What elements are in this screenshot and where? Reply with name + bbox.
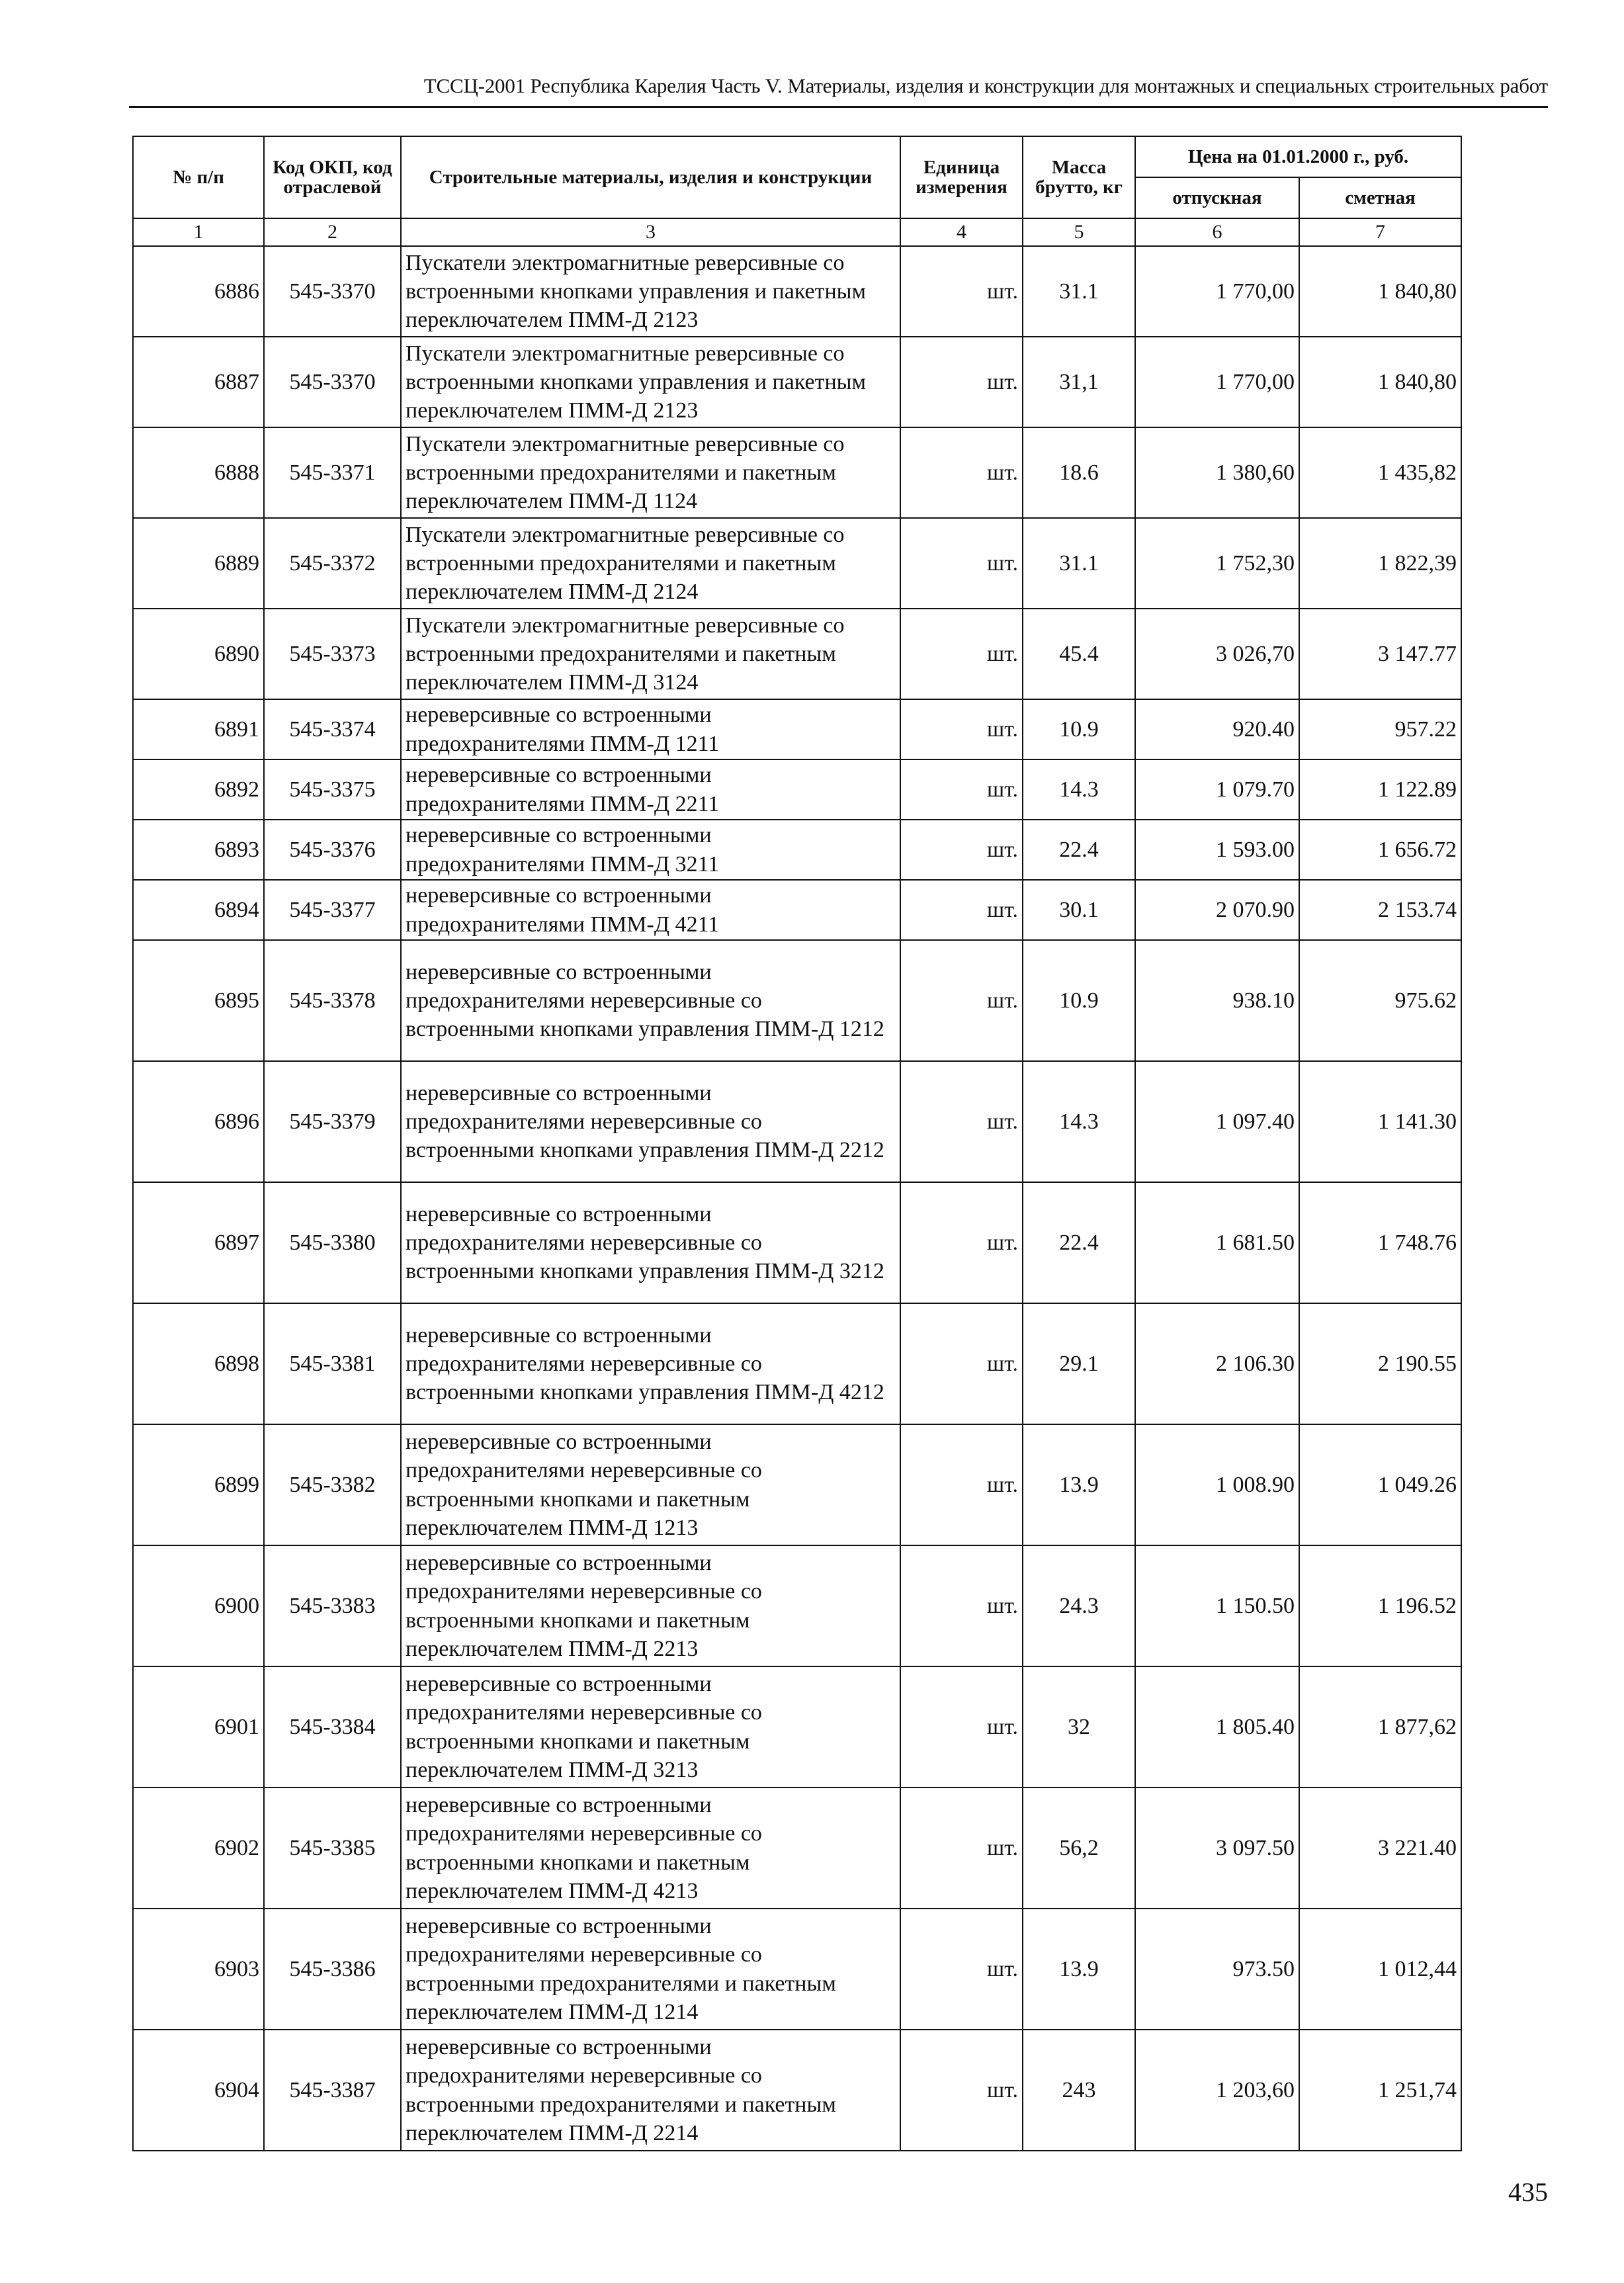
row-mass: 45.4 [1023, 609, 1135, 699]
table-body [133, 246, 1461, 2151]
row-unit: шт. [900, 2030, 1023, 2151]
column-number-row [133, 218, 1461, 246]
row-price-estimate: 1 822,39 [1299, 518, 1461, 609]
row-price-release: 920.40 [1135, 699, 1299, 759]
row-description: нереверсивные со встроенными предохранителями нереверсивные со встроенными кнопками и пакетным переключателем ПММ-Д 4213 [401, 1788, 900, 1909]
row-mass: 56,2 [1023, 1788, 1135, 1909]
table-row [133, 1061, 1461, 1182]
row-number: 6887 [133, 337, 264, 427]
table-row [133, 1788, 1461, 1909]
row-price-estimate: 1 049.26 [1299, 1424, 1461, 1545]
table-row [133, 940, 1461, 1061]
row-mass: 24.3 [1023, 1545, 1135, 1666]
row-number: 6891 [133, 699, 264, 759]
row-price-release: 1 150.50 [1135, 1545, 1299, 1666]
row-price-estimate: 3 147.77 [1299, 609, 1461, 699]
row-number: 6901 [133, 1666, 264, 1788]
row-number: 6899 [133, 1424, 264, 1545]
row-description: Пускатели электромагнитные реверсивные со встроенными предохранителями и пакетным переключателем ПММ-Д 1124 [401, 427, 900, 518]
row-code: 545-3382 [264, 1424, 401, 1545]
row-description: Пускатели электромагнитные реверсивные со встроенными кнопками управления и пакетным переключателем ПММ-Д 2123 [401, 337, 900, 427]
row-price-release: 1 752,30 [1135, 518, 1299, 609]
header-desc: Строительные материалы, изделия и конструкции [401, 136, 900, 218]
table-header-row [133, 136, 1461, 177]
row-code: 545-3374 [264, 699, 401, 759]
row-price-estimate: 1 141.30 [1299, 1061, 1461, 1182]
table-row [133, 337, 1461, 427]
column-number: 3 [401, 218, 900, 246]
row-description: нереверсивные со встроенными предохранителями ПММ-Д 4211 [401, 880, 900, 940]
row-mass: 13.9 [1023, 1424, 1135, 1545]
row-price-release: 2 106.30 [1135, 1303, 1299, 1424]
row-mass: 31.1 [1023, 518, 1135, 609]
table-row [133, 880, 1461, 940]
row-description: нереверсивные со встроенными предохранителями нереверсивные со встроенными кнопками и пакетным переключателем ПММ-Д 3213 [401, 1666, 900, 1788]
header-unit: Единица измерения [900, 136, 1023, 218]
column-number: 6 [1135, 218, 1299, 246]
table-row [133, 1303, 1461, 1424]
table-row [133, 1666, 1461, 1788]
row-price-estimate: 1 877,62 [1299, 1666, 1461, 1788]
row-description: Пускатели электромагнитные реверсивные со встроенными предохранителями и пакетным переключателем ПММ-Д 3124 [401, 609, 900, 699]
row-code: 545-3380 [264, 1182, 401, 1303]
price-table [132, 136, 1462, 2151]
row-unit: шт. [900, 1666, 1023, 1788]
row-mass: 10.9 [1023, 940, 1135, 1061]
table-row [133, 820, 1461, 880]
row-price-release: 1 203,60 [1135, 2030, 1299, 2151]
row-number: 6886 [133, 246, 264, 337]
row-number: 6896 [133, 1061, 264, 1182]
row-number: 6897 [133, 1182, 264, 1303]
page-number: 435 [1508, 2177, 1548, 2207]
table-row [133, 1909, 1461, 2030]
row-description: нереверсивные со встроенными предохранителями нереверсивные со встроенными кнопками управления ПММ-Д 1212 [401, 940, 900, 1061]
row-number: 6900 [133, 1545, 264, 1666]
table-row [133, 246, 1461, 337]
row-mass: 32 [1023, 1666, 1135, 1788]
row-code: 545-3379 [264, 1061, 401, 1182]
row-description: Пускатели электромагнитные реверсивные со встроенными предохранителями и пакетным переключателем ПММ-Д 2124 [401, 518, 900, 609]
row-price-release: 3 097.50 [1135, 1788, 1299, 1909]
table-row [133, 2030, 1461, 2151]
row-price-release: 1 593.00 [1135, 820, 1299, 880]
row-price-release: 973.50 [1135, 1909, 1299, 2030]
row-unit: шт. [900, 337, 1023, 427]
row-number: 6902 [133, 1788, 264, 1909]
row-mass: 29.1 [1023, 1303, 1135, 1424]
column-number: 7 [1299, 218, 1461, 246]
row-description: нереверсивные со встроенными предохранителями нереверсивные со встроенными кнопками управления ПММ-Д 4212 [401, 1303, 900, 1424]
row-number: 6890 [133, 609, 264, 699]
row-number: 6904 [133, 2030, 264, 2151]
header-price-release: отпускная [1135, 177, 1299, 218]
row-mass: 31,1 [1023, 337, 1135, 427]
row-price-release: 1 380,60 [1135, 427, 1299, 518]
row-price-estimate: 1 251,74 [1299, 2030, 1461, 2151]
row-mass: 13.9 [1023, 1909, 1135, 2030]
row-price-estimate: 1 435,82 [1299, 427, 1461, 518]
row-number: 6888 [133, 427, 264, 518]
row-unit: шт. [900, 518, 1023, 609]
row-unit: шт. [900, 1061, 1023, 1182]
row-mass: 22.4 [1023, 1182, 1135, 1303]
row-description: нереверсивные со встроенными предохранителями нереверсивные со встроенными предохранителями и пакетным переключателем ПММ-Д 1214 [401, 1909, 900, 2030]
row-price-release: 1 681.50 [1135, 1182, 1299, 1303]
row-unit: шт. [900, 880, 1023, 940]
row-price-release: 1 079.70 [1135, 759, 1299, 820]
row-mass: 22.4 [1023, 820, 1135, 880]
table-row [133, 1424, 1461, 1545]
table-row [133, 1545, 1461, 1666]
row-price-estimate: 3 221.40 [1299, 1788, 1461, 1909]
row-description: нереверсивные со встроенными предохранителями нереверсивные со встроенными кнопками и пакетным переключателем ПММ-Д 2213 [401, 1545, 900, 1666]
row-price-estimate: 1 012,44 [1299, 1909, 1461, 2030]
column-number: 1 [133, 218, 264, 246]
row-number: 6894 [133, 880, 264, 940]
row-mass: 31.1 [1023, 246, 1135, 337]
header-mass: Масса брутто, кг [1023, 136, 1135, 218]
row-price-estimate: 975.62 [1299, 940, 1461, 1061]
row-description: нереверсивные со встроенными предохранителями ПММ-Д 1211 [401, 699, 900, 759]
row-price-estimate: 2 153.74 [1299, 880, 1461, 940]
row-code: 545-3385 [264, 1788, 401, 1909]
header-divider [129, 106, 1548, 108]
column-number: 4 [900, 218, 1023, 246]
row-unit: шт. [900, 1909, 1023, 2030]
table-row [133, 609, 1461, 699]
row-price-release: 1 008.90 [1135, 1424, 1299, 1545]
row-number: 6892 [133, 759, 264, 820]
column-number: 2 [264, 218, 401, 246]
row-code: 545-3375 [264, 759, 401, 820]
row-code: 545-3378 [264, 940, 401, 1061]
row-code: 545-3383 [264, 1545, 401, 1666]
row-unit: шт. [900, 1424, 1023, 1545]
row-mass: 30.1 [1023, 880, 1135, 940]
page-header: ТССЦ-2001 Республика Карелия Часть V. Материалы, изделия и конструкции для монтажных и специальных строительных работ [423, 74, 1548, 97]
row-code: 545-3376 [264, 820, 401, 880]
row-price-release: 3 026,70 [1135, 609, 1299, 699]
row-unit: шт. [900, 759, 1023, 820]
row-description: нереверсивные со встроенными предохранителями ПММ-Д 3211 [401, 820, 900, 880]
header-code: Код ОКП, код отраслевой [264, 136, 401, 218]
table-row [133, 699, 1461, 759]
row-price-estimate: 2 190.55 [1299, 1303, 1461, 1424]
row-description: нереверсивные со встроенными предохранителями нереверсивные со встроенными кнопками и пакетным переключателем ПММ-Д 1213 [401, 1424, 900, 1545]
row-code: 545-3387 [264, 2030, 401, 2151]
row-price-estimate: 1 122.89 [1299, 759, 1461, 820]
row-price-release: 1 097.40 [1135, 1061, 1299, 1182]
column-number: 5 [1023, 218, 1135, 246]
row-number: 6889 [133, 518, 264, 609]
row-price-estimate: 1 840,80 [1299, 337, 1461, 427]
row-description: нереверсивные со встроенными предохранителями нереверсивные со встроенными кнопками управления ПММ-Д 3212 [401, 1182, 900, 1303]
header-num: № п/п [133, 136, 264, 218]
row-code: 545-3373 [264, 609, 401, 699]
row-code: 545-3384 [264, 1666, 401, 1788]
row-price-estimate: 1 656.72 [1299, 820, 1461, 880]
row-mass: 14.3 [1023, 1061, 1135, 1182]
row-number: 6893 [133, 820, 264, 880]
row-price-estimate: 1 748.76 [1299, 1182, 1461, 1303]
table-row [133, 1182, 1461, 1303]
row-unit: шт. [900, 940, 1023, 1061]
row-unit: шт. [900, 427, 1023, 518]
row-unit: шт. [900, 1182, 1023, 1303]
row-number: 6898 [133, 1303, 264, 1424]
row-price-release: 2 070.90 [1135, 880, 1299, 940]
table-row [133, 759, 1461, 820]
row-mass: 243 [1023, 2030, 1135, 2151]
row-unit: шт. [900, 699, 1023, 759]
row-unit: шт. [900, 1788, 1023, 1909]
row-number: 6895 [133, 940, 264, 1061]
table-row [133, 427, 1461, 518]
row-code: 545-3381 [264, 1303, 401, 1424]
row-code: 545-3386 [264, 1909, 401, 2030]
row-description: нереверсивные со встроенными предохранителями ПММ-Д 2211 [401, 759, 900, 820]
row-code: 545-3370 [264, 246, 401, 337]
row-price-release: 1 805.40 [1135, 1666, 1299, 1788]
row-description: нереверсивные со встроенными предохранителями нереверсивные со встроенными предохранителями и пакетным переключателем ПММ-Д 2214 [401, 2030, 900, 2151]
row-unit: шт. [900, 246, 1023, 337]
row-price-release: 938.10 [1135, 940, 1299, 1061]
row-price-estimate: 1 196.52 [1299, 1545, 1461, 1666]
header-price-estimate: сметная [1299, 177, 1461, 218]
row-code: 545-3377 [264, 880, 401, 940]
row-unit: шт. [900, 1303, 1023, 1424]
row-description: Пускатели электромагнитные реверсивные со встроенными кнопками управления и пакетным переключателем ПММ-Д 2123 [401, 246, 900, 337]
row-mass: 14.3 [1023, 759, 1135, 820]
row-unit: шт. [900, 1545, 1023, 1666]
row-description: нереверсивные со встроенными предохранителями нереверсивные со встроенными кнопками управления ПММ-Д 2212 [401, 1061, 900, 1182]
row-unit: шт. [900, 820, 1023, 880]
row-mass: 18.6 [1023, 427, 1135, 518]
row-mass: 10.9 [1023, 699, 1135, 759]
row-code: 545-3372 [264, 518, 401, 609]
row-code: 545-3370 [264, 337, 401, 427]
row-price-estimate: 1 840,80 [1299, 246, 1461, 337]
row-price-release: 1 770,00 [1135, 337, 1299, 427]
row-number: 6903 [133, 1909, 264, 2030]
header-price-group: Цена на 01.01.2000 г., руб. [1135, 136, 1461, 177]
row-price-release: 1 770,00 [1135, 246, 1299, 337]
table-row [133, 518, 1461, 609]
row-unit: шт. [900, 609, 1023, 699]
row-price-estimate: 957.22 [1299, 699, 1461, 759]
row-code: 545-3371 [264, 427, 401, 518]
